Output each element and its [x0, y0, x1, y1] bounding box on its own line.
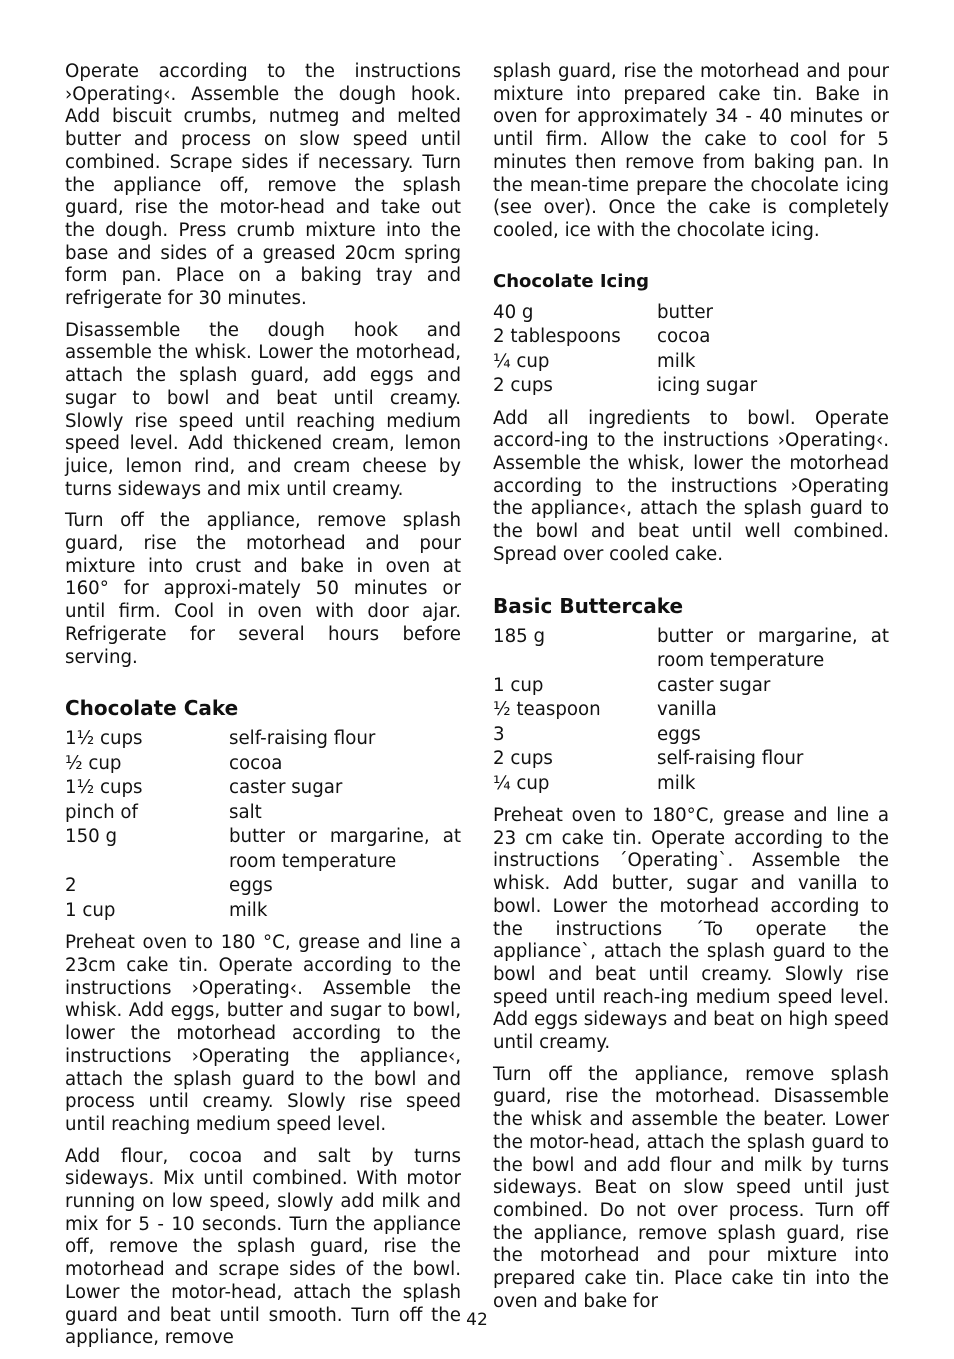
- ingredient-row: [493, 772, 889, 797]
- ingredient-row: [65, 825, 461, 874]
- ingredient-name: milk: [229, 899, 268, 921]
- ingredient-row: [493, 325, 889, 350]
- ingredient-row: [65, 899, 461, 924]
- ingredient-quantity: ¼ cup: [493, 772, 550, 794]
- ingredient-row: [65, 727, 461, 752]
- ingredient-row: [493, 674, 889, 699]
- ingredient-quantity: 1 cup: [65, 899, 116, 921]
- ingredient-quantity: 185 g: [493, 625, 546, 647]
- ingredient-row: [493, 747, 889, 772]
- ingredient-quantity: 2 tablespoons: [493, 326, 621, 348]
- left-column: [65, 61, 461, 1359]
- page-number: 42: [466, 1310, 488, 1330]
- ingredient-quantity: ½ teaspoon: [493, 699, 601, 721]
- ingredient-quantity: 2 cups: [493, 375, 553, 397]
- paragraph: Add flour, cocoa and salt by turns sideways. Mix until combined. With motor running on low speed, slowly add milk and mix for 5 - 10 seconds. Turn the appliance off, remove the splash guard, rise the motorhead and scrape sides of the bowl. Lower the motor-head, attach the splash guard and beat until smooth. Turn off the appliance, remove: [65, 1145, 461, 1349]
- ingredient-row: [493, 301, 889, 326]
- paragraph: Operate according to the instructions ›Operating‹. Assemble the dough hook. Add biscuit crumbs, nutmeg and melted butter and process on slow speed until combined. Scrape sides if necessary. Turn the appliance off, remove the splash guard, rise the motor-head and take out the dough. Press crumb mixture into the base and sides of a greased 20cm spring form pan. Place on a baking tray and refrigerate for 30 minutes.: [65, 61, 461, 310]
- ingredient-name: butter or margarine, at room temperature: [657, 625, 889, 672]
- paragraph: Turn off the appliance, remove splash guard, rise the motorhead and pour mixture into crust and bake in oven at 160° for approxi-mately 50 minutes or until firm. Cool in oven with door ajar. Refrigerate for several hours before serving.: [65, 510, 461, 668]
- ingredient-list-chocolate-cake: [65, 727, 461, 923]
- ingredient-name: cocoa: [657, 326, 711, 348]
- ingredient-quantity: pinch of: [65, 801, 138, 823]
- ingredient-name: caster sugar: [229, 777, 343, 799]
- ingredient-name: cocoa: [229, 752, 283, 774]
- paragraph: splash guard, rise the motorhead and pour mixture into prepared cake tin. Bake in oven for approximately 34 - 40 minutes or until firm. Allow the cake to cool for 5 minutes then remove from baking pan. In the mean-time prepare the chocolate icing (see over). Once the cake is completely cooled, ice with the chocolate icing.: [493, 61, 889, 241]
- ingredient-name: eggs: [229, 875, 273, 897]
- ingredient-row: [493, 374, 889, 399]
- ingredient-quantity: 1 cup: [493, 674, 544, 696]
- ingredient-name: self-raising flour: [657, 748, 804, 770]
- ingredient-quantity: 2: [65, 875, 77, 897]
- ingredient-row: [493, 350, 889, 375]
- ingredient-list-basic-buttercake: [493, 625, 889, 797]
- ingredient-name: icing sugar: [657, 375, 758, 397]
- ingredient-quantity: 3: [493, 723, 505, 745]
- ingredient-name: caster sugar: [657, 674, 771, 696]
- ingredient-quantity: 2 cups: [493, 748, 553, 770]
- recipe-title-chocolate-icing: Chocolate Icing: [493, 270, 650, 292]
- paragraph: Turn off the appliance, remove splash guard, rise the motorhead. Disassemble the whisk and assemble the beater. Lower the motor-head, attach the splash guard to the bowl and add flour and milk by turns sideways. Beat on slow speed until just combined. Do not over process. Turn off the appliance, remove splash guard, rise the motorhead and pour mixture into prepared cake tin. Place cake tin into the oven and bake for: [493, 1063, 889, 1312]
- paragraph: Add all ingredients to bowl. Operate accord-ing to the instructions ›Operating‹. Assemble the whisk, lower the motorhead according to the instructions ›Operating the appliance‹, attach the splash guard to the bowl and beat until well combined. Spread over cooled cake.: [493, 407, 889, 565]
- ingredient-name: self-raising flour: [229, 728, 376, 750]
- ingredient-name: butter: [657, 301, 714, 323]
- ingredient-list-chocolate-icing: [493, 301, 889, 399]
- ingredient-row: [493, 698, 889, 723]
- paragraph: Preheat oven to 180 °C, grease and line a 23cm cake tin. Operate according to the instructions ›Operating‹. Assemble the whisk. Add eggs, butter and sugar to bowl, lower the motorhead according to the instructions ›Operating the appliance‹, attach the splash guard to the bowl and process until creamy. Slowly rise speed until reaching medium speed level.: [65, 932, 461, 1135]
- ingredient-row: [65, 801, 461, 826]
- paragraph: Disassemble the dough hook and assemble the whisk. Lower the motorhead, attach the splash guard, add eggs and sugar to bowl and beat until creamy. Slowly rise speed until reaching medium speed level. Add thickened cream, lemon juice, lemon rind, and cream cheese by turns sideways and mix until creamy.: [65, 319, 461, 500]
- ingredient-row: [493, 723, 889, 748]
- ingredient-row: [65, 874, 461, 899]
- ingredient-quantity: 150 g: [65, 826, 118, 848]
- ingredient-quantity: 1½ cups: [65, 728, 143, 750]
- ingredient-name: milk: [657, 772, 696, 794]
- recipe-title-chocolate-cake: Chocolate Cake: [65, 696, 239, 721]
- ingredient-name: eggs: [657, 723, 701, 745]
- ingredient-row: [65, 752, 461, 777]
- right-column: [493, 61, 889, 1323]
- ingredient-name: milk: [657, 350, 696, 372]
- ingredient-quantity: ½ cup: [65, 752, 122, 774]
- ingredient-quantity: 40 g: [493, 301, 534, 323]
- ingredient-name: vanilla: [657, 699, 717, 721]
- ingredient-name: salt: [229, 801, 262, 823]
- ingredient-name: butter or margarine, at room temperature: [229, 826, 461, 872]
- ingredient-row: [493, 625, 889, 674]
- ingredient-row: [65, 776, 461, 801]
- ingredient-quantity: ¼ cup: [493, 350, 550, 372]
- recipe-title-basic-buttercake: Basic Buttercake: [493, 593, 684, 618]
- paragraph: Preheat oven to 180°C, grease and line a 23 cm cake tin. Operate according to the instructions ´Operating`. Assemble the whisk. Add butter, sugar and vanilla to bowl. Lower the motorhead according to the instructions ´To operate the appliance`, attach the splash guard to the bowl and beat until creamy. Slowly rise speed until reach-ing medium speed level. Add eggs sideways and beat on high speed until creamy.: [493, 805, 889, 1054]
- ingredient-quantity: 1½ cups: [65, 777, 143, 799]
